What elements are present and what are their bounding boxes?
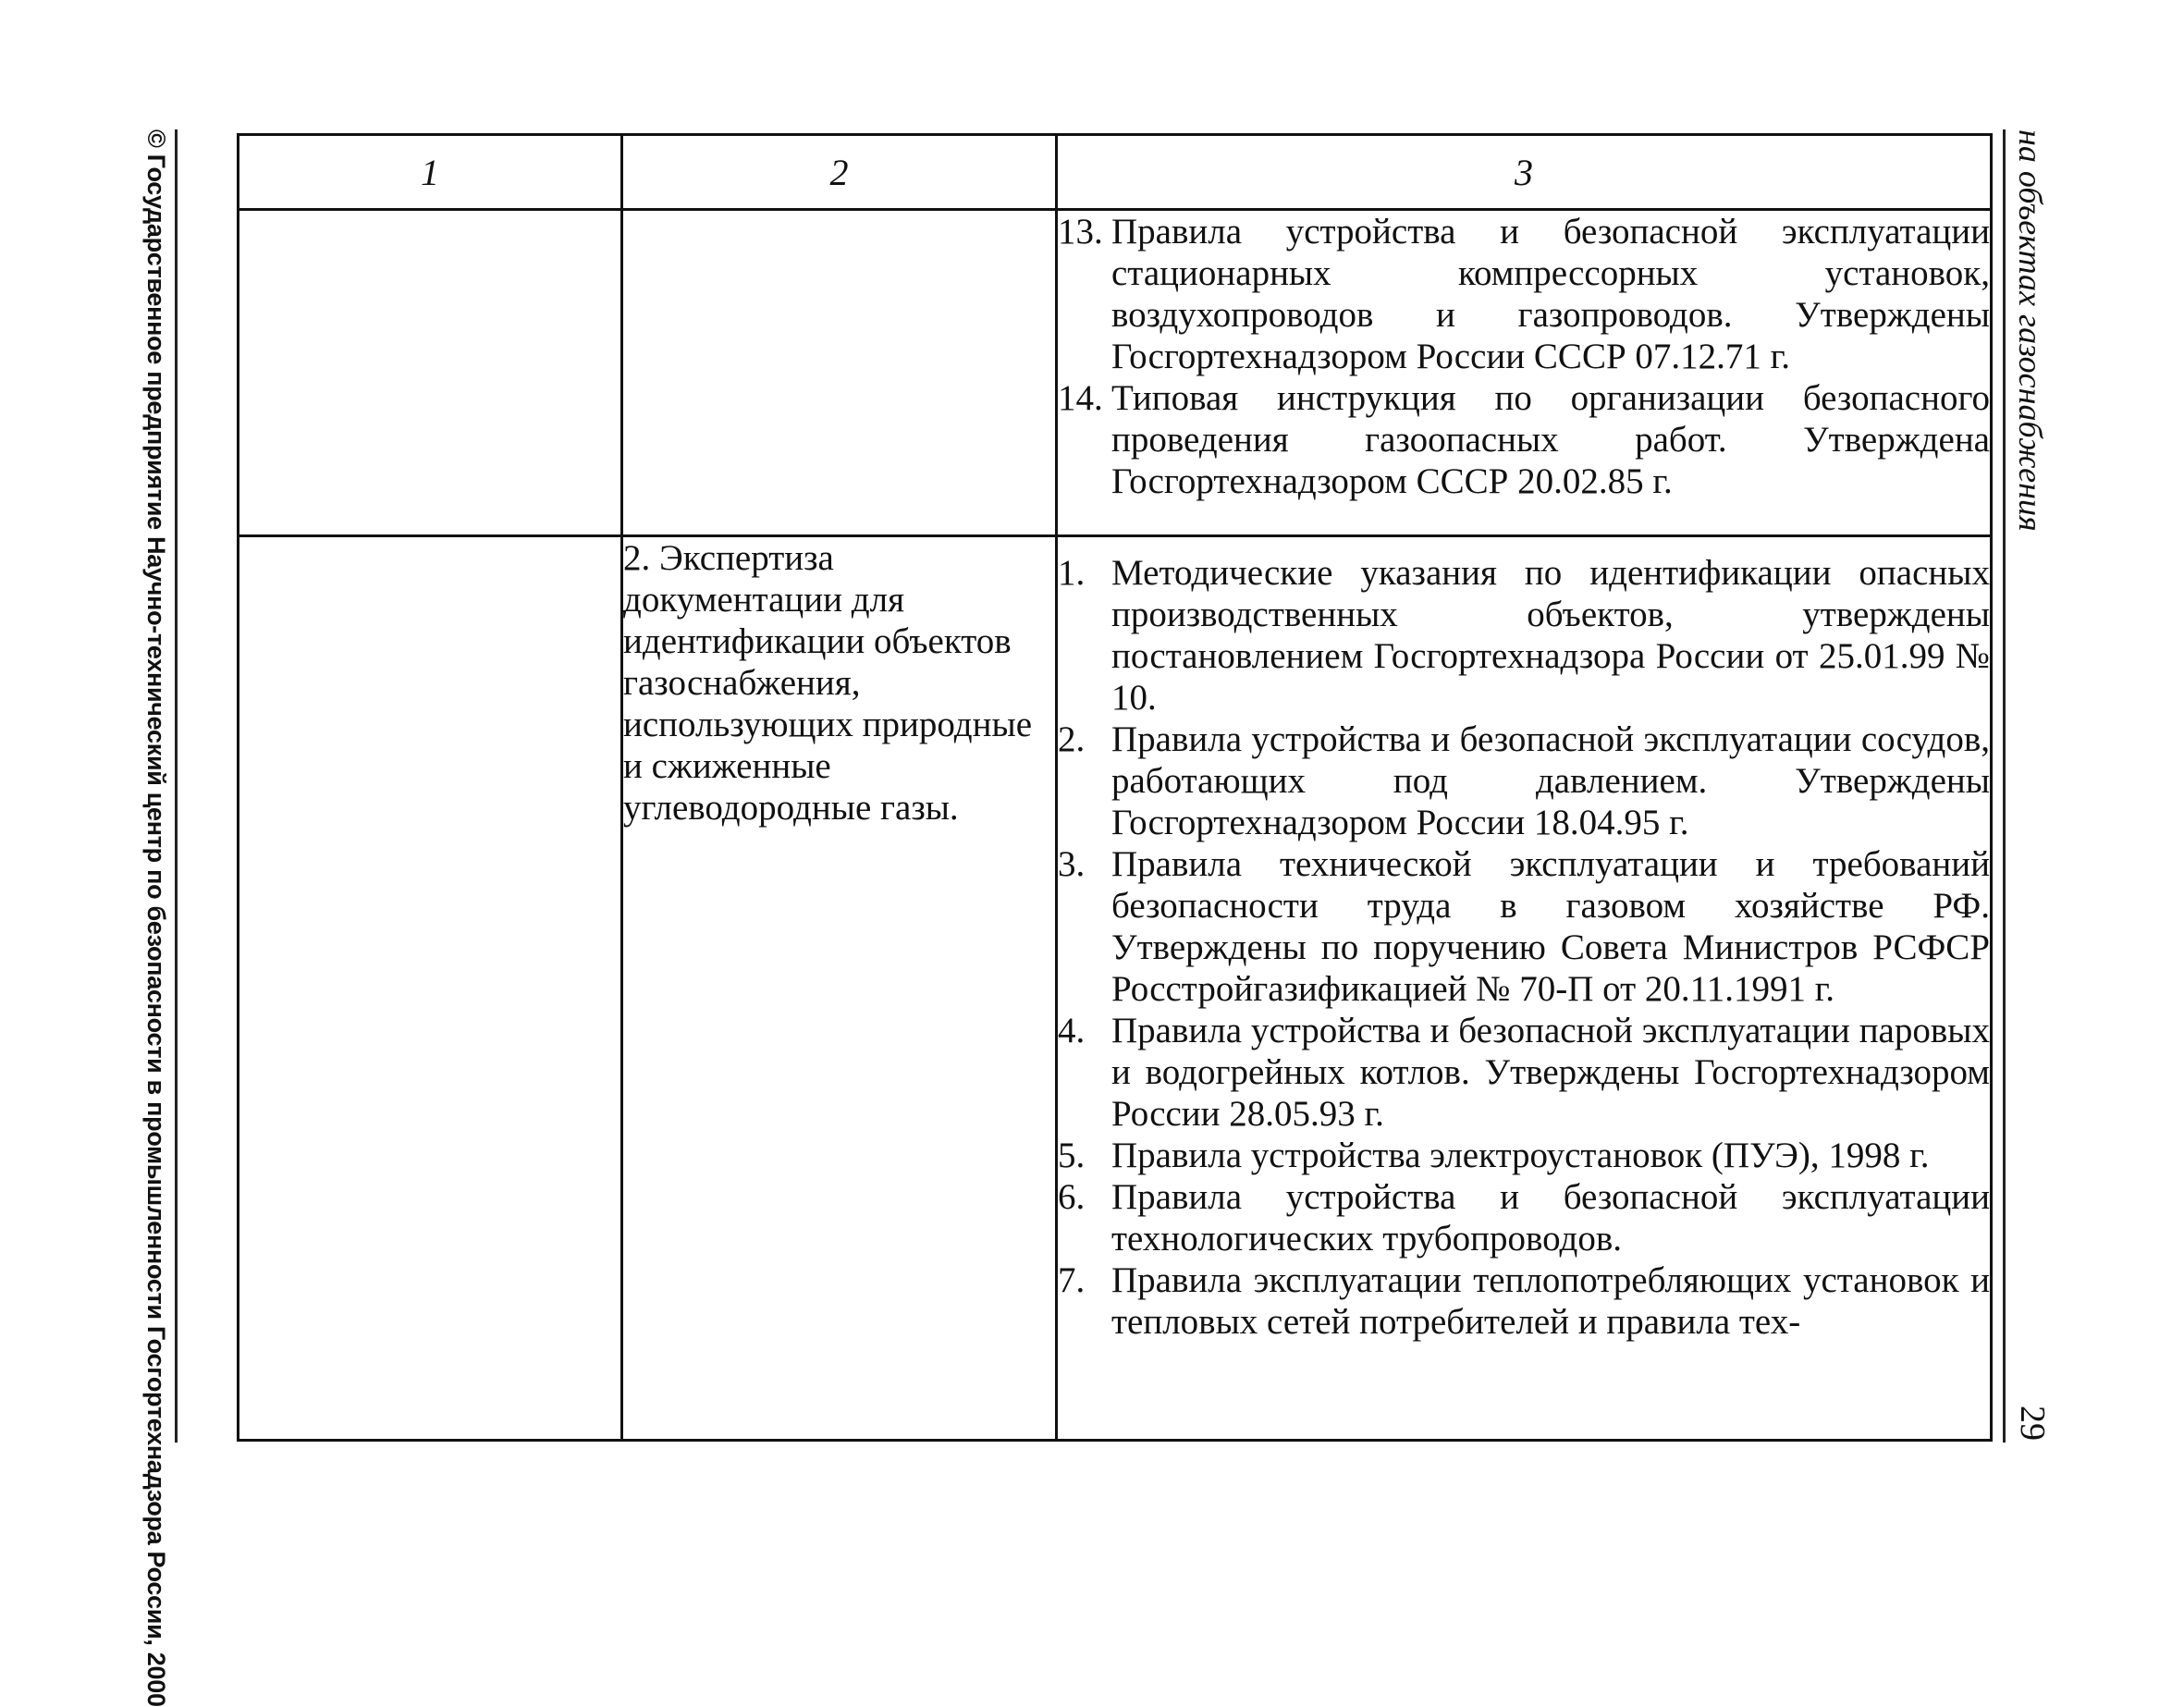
reference-number: 14. (1058, 378, 1103, 418)
reference-number: 13. (1058, 212, 1103, 252)
reference-number: 2. (1058, 719, 1086, 759)
reference-number: 4. (1058, 1011, 1086, 1050)
reference-item (1058, 211, 1990, 377)
row1-col2-cell (622, 210, 1057, 536)
reference-number: 7. (1058, 1260, 1086, 1300)
reference-item (1058, 552, 1990, 718)
column-header-3: 3 (1057, 135, 1992, 210)
row1-col1-cell (239, 210, 622, 536)
reference-text: Правила устройства и безопасной эксплуатации стационарных компрессорных установок, воздухопроводов и газопроводов. Утверждены Госгортехнадзором России СССР 07.12.71 г. (1111, 212, 1990, 376)
row2-references-cell (1057, 536, 1992, 1441)
reference-item (1058, 1259, 1990, 1343)
reference-text: Правила технической эксплуатации и требований безопасности труда в газовом хозяйстве РФ. Утверждены по поручению Совета Министров РСФСР Росстройгазификацией № 70-П от 20.11.1991 г. (1111, 844, 1990, 1009)
reference-item (1058, 718, 1990, 843)
reference-text: Правила устройства и безопасной эксплуатации паровых и водогрейных котлов. Утверждены Госгортехнадзором России 28.05.93 г. (1111, 1011, 1990, 1134)
table-header-row (239, 135, 1992, 210)
row2-col1-cell (239, 536, 622, 1441)
reference-number: 5. (1058, 1136, 1086, 1175)
reference-number: 3. (1058, 844, 1086, 884)
reference-text: Правила устройства и безопасной эксплуатации технологических трубопроводов. (1111, 1177, 1990, 1259)
reference-item (1058, 843, 1990, 1010)
reference-number: 6. (1058, 1177, 1086, 1217)
reference-item (1058, 1135, 1990, 1176)
left-margin (141, 129, 178, 1707)
reference-text: Типовая инструкция по организации безопасного проведения газоопасных работ. Утверждена Госгортехнадзором СССР 20.02.85 г. (1111, 378, 1990, 501)
reference-text: Правила устройства электроустановок (ПУЭ), 1998 г. (1111, 1136, 1930, 1175)
page-number: 29 (2013, 1406, 2052, 1441)
column-header-1: 1 (239, 135, 622, 210)
reference-text: Правила устройства и безопасной эксплуатации сосудов, работающих под давлением. Утверждены Госгортехнадзором России 18.04.95 г. (1111, 719, 1990, 842)
reference-item (1058, 377, 1990, 502)
row2-expertise-cell (622, 536, 1057, 1441)
table-row (239, 536, 1992, 1441)
reference-item (1058, 1010, 1990, 1135)
column-header-2: 2 (622, 135, 1057, 210)
reference-text: Правила эксплуатации теплопотребляющих установок и тепловых сетей потребителей и правила тех- (1111, 1260, 1990, 1342)
left-margin-rule (175, 129, 178, 1443)
row1-references-cell (1057, 210, 1992, 536)
table-row (239, 210, 1992, 536)
reference-list (1058, 552, 1990, 1343)
reference-text: Методические указания по идентификации опасных производственных объектов, утверждены постановлением Госгортехнадзора России от 25.01.99 № 10. (1111, 553, 1990, 718)
expertise-description: 2. Экспертиза документации для идентификации объектов газоснабжения, использующих природные и сжиженные углеводородные газы. (623, 538, 1033, 828)
reference-list (1058, 211, 1990, 502)
right-margin-rule (2003, 129, 2006, 1443)
running-title: на объектах газоснабжения (2012, 129, 2049, 532)
reference-number: 1. (1058, 553, 1086, 593)
reference-item (1058, 1176, 1990, 1259)
requirements-table (237, 133, 1993, 1442)
right-margin (1997, 129, 2053, 1443)
copyright-notice: © Государственное предприятие Научно-технический центр по безопасности в промышленности Госгортехнадзора России, 2000 (142, 129, 170, 1707)
